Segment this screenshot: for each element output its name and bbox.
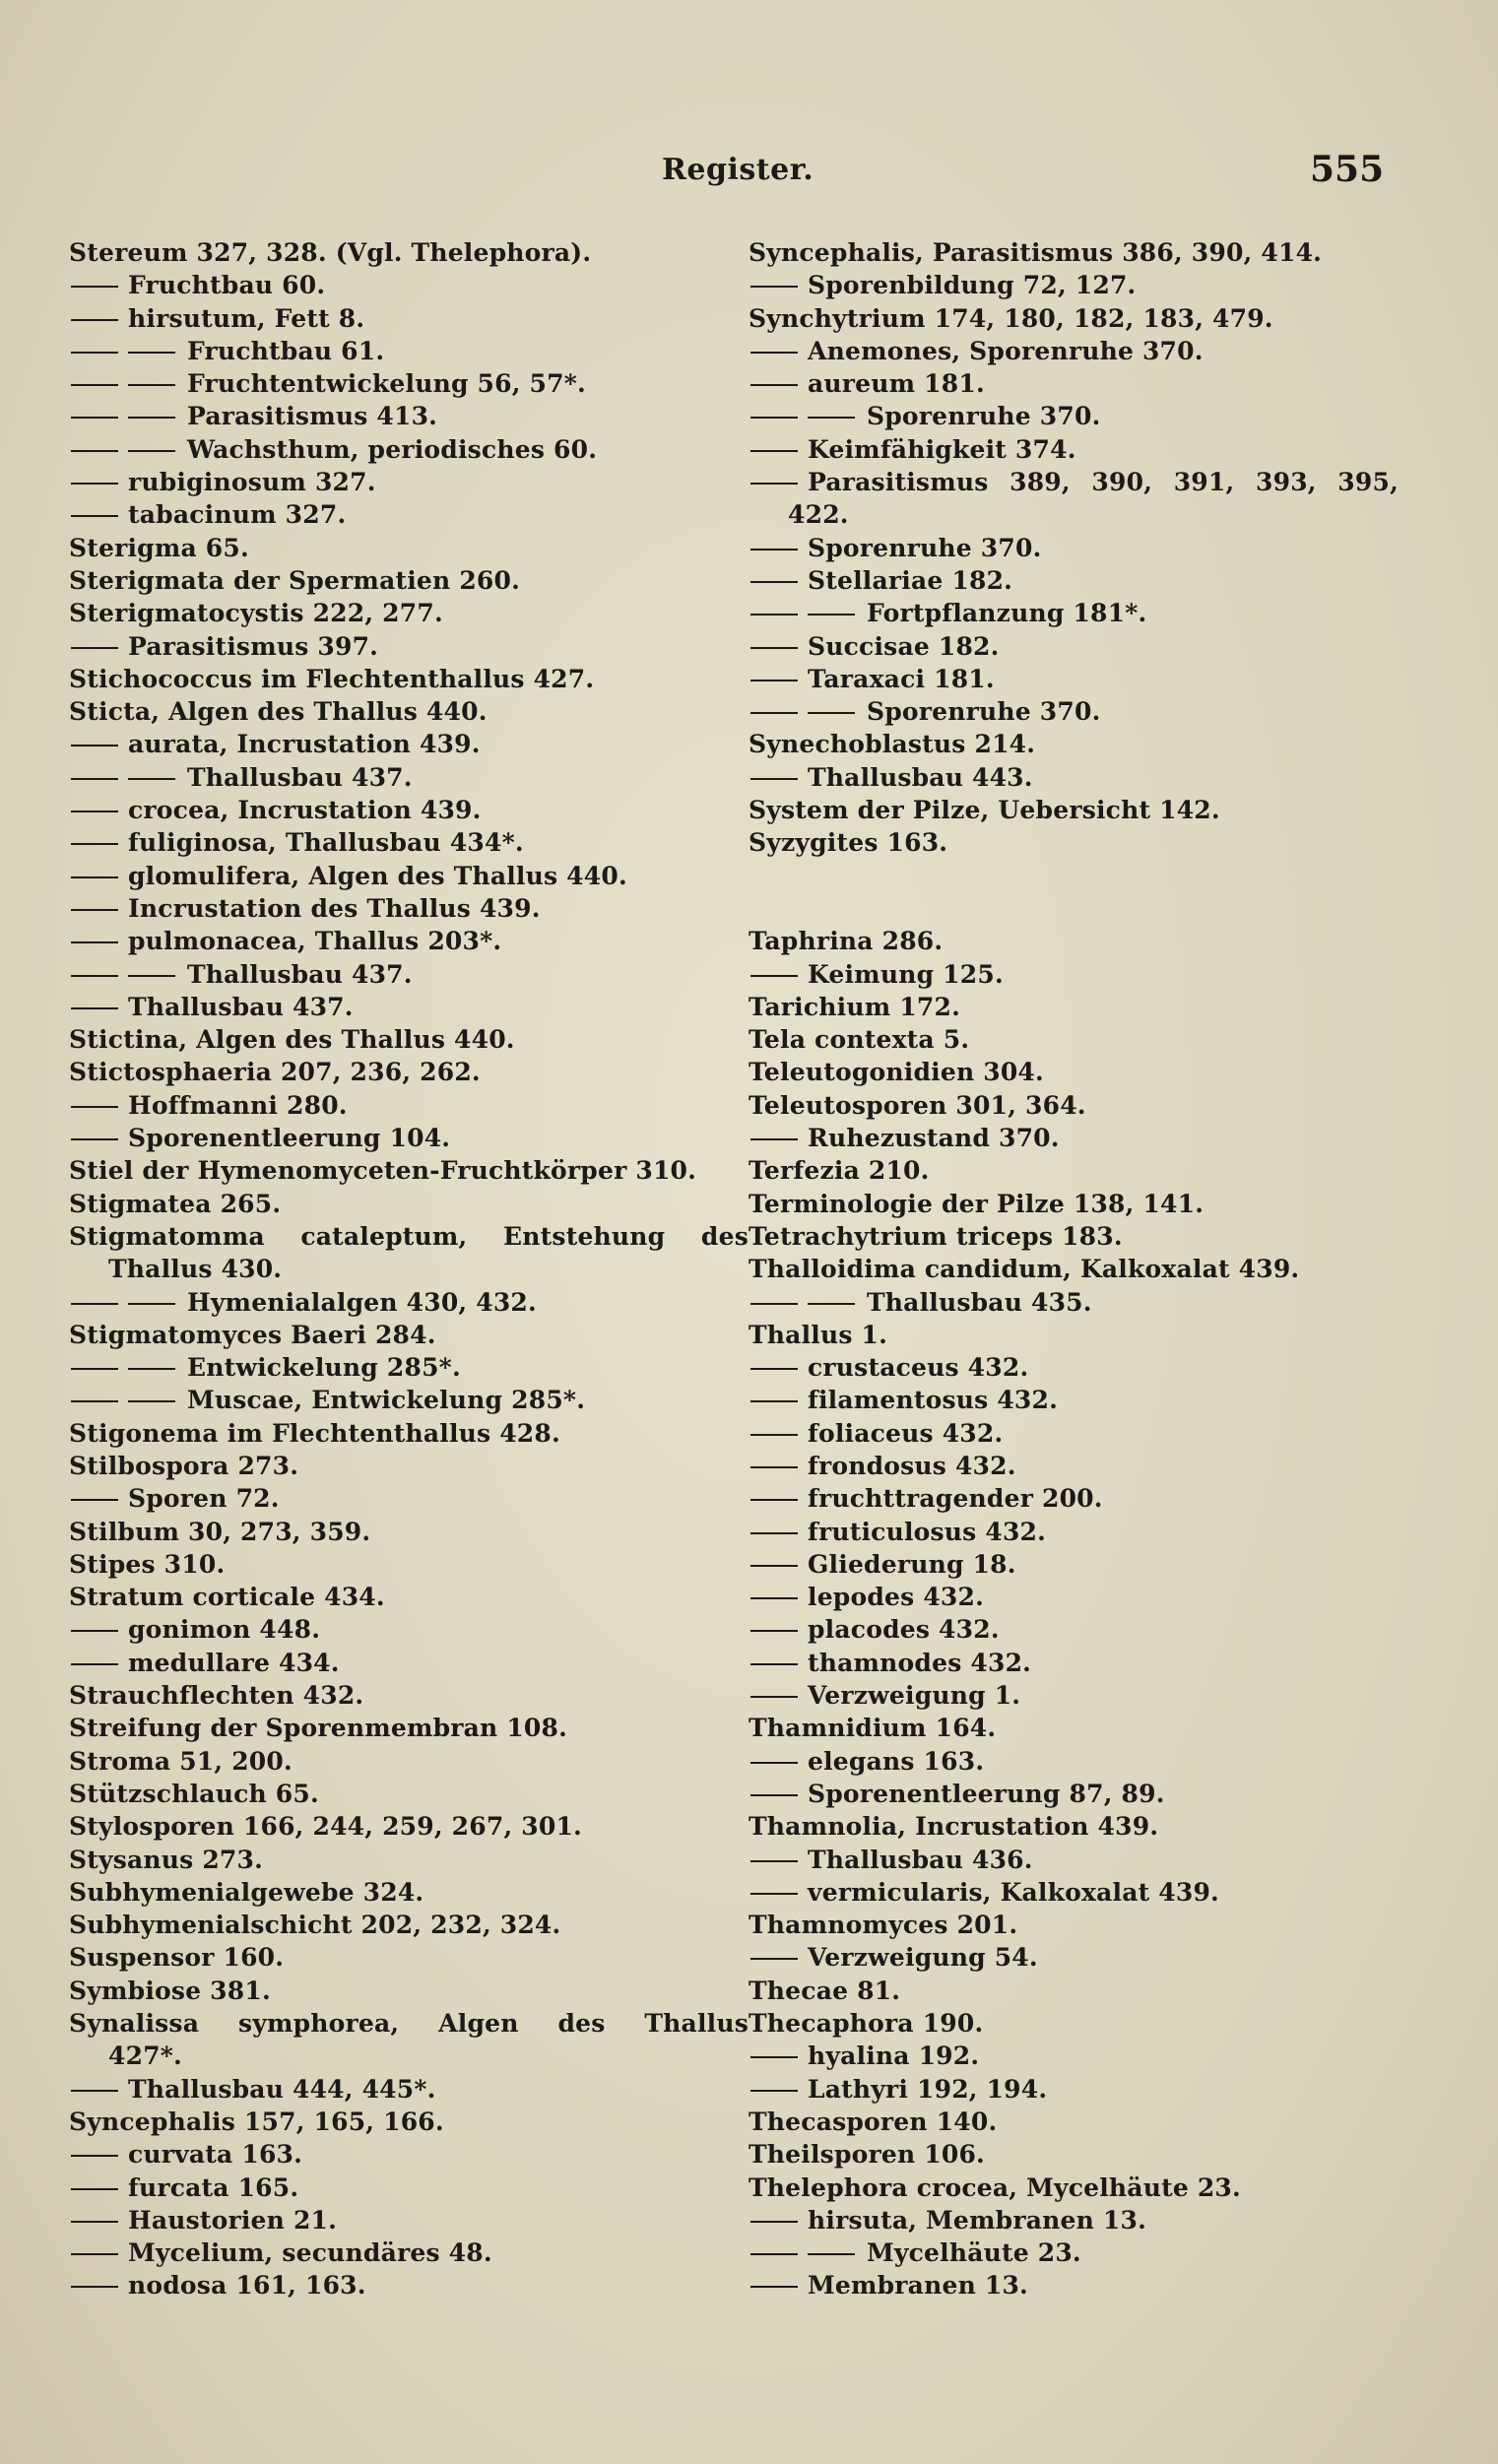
index-subentry: fuliginosa, Thallusbau 434*. bbox=[69, 826, 749, 859]
index-entry: Terfezia 210. bbox=[749, 1156, 930, 1186]
index-entry: Stipes 310. bbox=[69, 1549, 226, 1579]
index-subentry: Fruchtbau 61. bbox=[69, 335, 749, 367]
index-subentry: Incrustation des Thallus 439. bbox=[69, 892, 749, 925]
index-subentry: Sporenruhe 370. bbox=[749, 400, 1399, 432]
index-subentry: Wachsthum, periodisches 60. bbox=[69, 433, 749, 466]
index-subentry: vermicularis, Kalkoxalat 439. bbox=[749, 1876, 1399, 1909]
running-head: Register. bbox=[662, 153, 814, 187]
index-entry: Stysanus 273. bbox=[69, 1845, 264, 1874]
index-entry bbox=[749, 860, 1399, 892]
index-entry: Stroma 51, 200. bbox=[69, 1746, 293, 1776]
index-entry: Stichococcus im Flechtenthallus 427. bbox=[69, 664, 595, 693]
index-subentry: fruticulosus 432. bbox=[749, 1516, 1399, 1548]
index-subentry: Mycelhäute 23. bbox=[749, 2237, 1399, 2269]
index-subentry: Thallusbau 436. bbox=[749, 1844, 1399, 1876]
index-subentry: Parasitismus 397. bbox=[69, 630, 749, 663]
index-entry: Subhymenialschicht 202, 232, 324. bbox=[69, 1911, 561, 1940]
index-entry: Teleutogonidien 304. bbox=[749, 1058, 1044, 1087]
index-entry: Thamnidium 164. bbox=[749, 1714, 997, 1743]
index-subentry: Thallusbau 437. bbox=[69, 761, 749, 794]
index-entry: Thecasporen 140. bbox=[749, 2107, 998, 2136]
index-subentry: fruchttragender 200. bbox=[749, 1482, 1399, 1515]
index-subentry: Taraxaci 181. bbox=[749, 663, 1399, 695]
index-entry: Synchytrium 174, 180, 182, 183, 479. bbox=[749, 303, 1273, 333]
index-entry: Thamnomyces 201. bbox=[749, 1911, 1018, 1940]
index-entry: Suspensor 160. bbox=[69, 1943, 285, 1973]
index-subentry: Verzweigung 1. bbox=[749, 1679, 1399, 1712]
index-subentry: Thallus 430. bbox=[108, 1255, 283, 1284]
index-subentry: glomulifera, Algen des Thallus 440. bbox=[69, 860, 749, 892]
index-subentry: Keimung 125. bbox=[749, 958, 1399, 991]
index-entry: Thalloidima candidum, Kalkoxalat 439. bbox=[749, 1255, 1300, 1284]
index-entry: Stigmatomma cataleptum, Entstehung des bbox=[69, 1221, 749, 1251]
index-entry: Sterigmata der Spermatien 260. bbox=[69, 565, 521, 595]
index-entry: Theilsporen 106. bbox=[749, 2140, 985, 2170]
index-subentry: Keimfähigkeit 374. bbox=[749, 433, 1399, 466]
index-subentry: Verzweigung 54. bbox=[749, 1941, 1399, 1974]
index-subentry: filamentosus 432. bbox=[749, 1384, 1399, 1416]
index-entry: Terminologie der Pilze 138, 141. bbox=[749, 1189, 1205, 1218]
index-subentry: tabacinum 327. bbox=[69, 498, 749, 531]
index-entry: Synalissa symphorea, Algen des Thallus bbox=[69, 2009, 749, 2039]
index-subentry: medullare 434. bbox=[69, 1647, 749, 1679]
index-subentry: pulmonacea, Thallus 203*. bbox=[69, 925, 749, 957]
index-entry: Taphrina 286. bbox=[749, 927, 944, 956]
index-entry: Stigonema im Flechtenthallus 428. bbox=[69, 1418, 560, 1448]
index-entry: Stiel der Hymenomyceten-Fruchtkörper 310. bbox=[69, 1156, 697, 1186]
index-subentry: Thallusbau 435. bbox=[749, 1286, 1399, 1319]
index-entry: Thelephora crocea, Mycelhäute 23. bbox=[749, 2172, 1241, 2202]
index-subentry: Sporen 72. bbox=[69, 1482, 749, 1515]
index-subentry: crocea, Incrustation 439. bbox=[69, 794, 749, 826]
index-entry: Subhymenialgewebe 324. bbox=[69, 1877, 424, 1907]
index-entry: Stratum corticale 434. bbox=[69, 1583, 385, 1612]
index-entry: Thamnolia, Incrustation 439. bbox=[749, 1812, 1159, 1842]
index-subentry: 422. bbox=[788, 500, 849, 530]
index-subentry: Parasitismus 413. bbox=[69, 400, 749, 432]
index-subentry: Anemones, Sporenruhe 370. bbox=[749, 335, 1399, 367]
index-entry: Stigmatomyces Baeri 284. bbox=[69, 1320, 436, 1349]
index-subentry: Hoffmanni 280. bbox=[69, 1089, 749, 1122]
index-subentry: frondosus 432. bbox=[749, 1450, 1399, 1482]
index-entry: Sterigmatocystis 222, 277. bbox=[69, 599, 443, 628]
index-subentry: Fruchtentwickelung 56, 57*. bbox=[69, 367, 749, 400]
page-number: 555 bbox=[1310, 149, 1385, 190]
index-entry: Syncephalis 157, 165, 166. bbox=[69, 2107, 444, 2136]
index-subentry: Thallusbau 437. bbox=[69, 958, 749, 991]
page-header bbox=[0, 149, 1498, 202]
index-subentry: Sporenruhe 370. bbox=[749, 532, 1399, 564]
index-entry: System der Pilze, Uebersicht 142. bbox=[749, 796, 1220, 825]
index-subentry: Sporenentleerung 87, 89. bbox=[749, 1778, 1399, 1810]
index-subentry: Sporenruhe 370. bbox=[749, 695, 1399, 728]
index-subentry: Mycelium, secundäres 48. bbox=[69, 2237, 749, 2269]
index-entry: Thallus 1. bbox=[749, 1320, 888, 1349]
index-subentry: Ruhezustand 370. bbox=[749, 1122, 1399, 1154]
index-subentry: Fortpflanzung 181*. bbox=[749, 597, 1399, 629]
index-subentry: Gliederung 18. bbox=[749, 1548, 1399, 1581]
index-subentry: Sporenbildung 72, 127. bbox=[749, 269, 1399, 301]
index-column-right bbox=[749, 236, 1399, 2302]
index-entry: Sticta, Algen des Thallus 440. bbox=[69, 697, 488, 727]
index-subentry: aurata, Incrustation 439. bbox=[69, 728, 749, 760]
index-subentry: Fruchtbau 60. bbox=[69, 269, 749, 301]
index-entry: Stützschlauch 65. bbox=[69, 1779, 319, 1808]
index-entry: Syzygites 163. bbox=[749, 828, 948, 858]
index-entry: Tarichium 172. bbox=[749, 992, 960, 1021]
index-entry: Stictina, Algen des Thallus 440. bbox=[69, 1025, 515, 1055]
index-subentry: 427*. bbox=[108, 2042, 182, 2071]
index-subentry: hirsuta, Membranen 13. bbox=[749, 2204, 1399, 2237]
index-subentry: Thallusbau 443. bbox=[749, 761, 1399, 794]
index-subentry: Haustorien 21. bbox=[69, 2204, 749, 2237]
index-subentry: Thallusbau 444, 445*. bbox=[69, 2073, 749, 2106]
index-entry: Stigmatea 265. bbox=[69, 1189, 282, 1218]
index-column-left bbox=[69, 236, 749, 2302]
index-entry: Tetrachytrium triceps 183. bbox=[749, 1221, 1123, 1251]
index-subentry: crustaceus 432. bbox=[749, 1351, 1399, 1384]
index-subentry: rubiginosum 327. bbox=[69, 466, 749, 498]
index-subentry: thamnodes 432. bbox=[749, 1647, 1399, 1679]
index-entry: Stilbospora 273. bbox=[69, 1451, 299, 1480]
index-entry: Thecaphora 190. bbox=[749, 2009, 984, 2039]
index-subentry: curvata 163. bbox=[69, 2138, 749, 2171]
index-subentry: elegans 163. bbox=[749, 1745, 1399, 1778]
index-entry: Stylosporen 166, 244, 259, 267, 301. bbox=[69, 1812, 582, 1842]
index-subentry: hyalina 192. bbox=[749, 2040, 1399, 2072]
index-subentry: Succisae 182. bbox=[749, 630, 1399, 663]
index-entry: Stereum 327, 328. (Vgl. Thelephora). bbox=[69, 238, 592, 267]
index-entry: Strauchflechten 432. bbox=[69, 1681, 364, 1711]
index-subentry: gonimon 448. bbox=[69, 1613, 749, 1646]
index-entry: Synechoblastus 214. bbox=[749, 730, 1036, 759]
index-subentry: furcata 165. bbox=[69, 2172, 749, 2204]
index-entry: Stilbum 30, 273, 359. bbox=[69, 1517, 371, 1546]
index-entry: Teleutosporen 301, 364. bbox=[749, 1090, 1086, 1120]
index-subentry: Hymenialalgen 430, 432. bbox=[69, 1286, 749, 1319]
index-entry: Sterigma 65. bbox=[69, 533, 249, 562]
index-entry: Thecae 81. bbox=[749, 1976, 901, 2005]
index-entry: Syncephalis, Parasitismus 386, 390, 414. bbox=[749, 238, 1323, 267]
index-subentry: placodes 432. bbox=[749, 1613, 1399, 1646]
index-subentry: foliaceus 432. bbox=[749, 1417, 1399, 1450]
index-subentry: Entwickelung 285*. bbox=[69, 1351, 749, 1384]
index-entry: Streifung der Sporenmembran 108. bbox=[69, 1714, 568, 1743]
index-subentry: Parasitismus 389, 390, 391, 393, 395, bbox=[749, 466, 1399, 498]
index-subentry: Sporenentleerung 104. bbox=[69, 1122, 749, 1154]
index-subentry: Lathyri 192, 194. bbox=[749, 2073, 1399, 2106]
index-subentry: nodosa 161, 163. bbox=[69, 2269, 749, 2302]
index-subentry: aureum 181. bbox=[749, 367, 1399, 400]
index-subentry: Stellariae 182. bbox=[749, 564, 1399, 597]
index-entry bbox=[749, 892, 1399, 925]
index-entry: Tela contexta 5. bbox=[749, 1025, 970, 1055]
index-subentry: Muscae, Entwickelung 285*. bbox=[69, 1384, 749, 1416]
index-subentry: hirsutum, Fett 8. bbox=[69, 302, 749, 335]
index-entry: Stictosphaeria 207, 236, 262. bbox=[69, 1058, 481, 1087]
index-subentry: Membranen 13. bbox=[749, 2269, 1399, 2302]
index-subentry: Thallusbau 437. bbox=[69, 991, 749, 1023]
index-subentry: lepodes 432. bbox=[749, 1581, 1399, 1613]
index-entry: Symbiose 381. bbox=[69, 1976, 271, 2005]
